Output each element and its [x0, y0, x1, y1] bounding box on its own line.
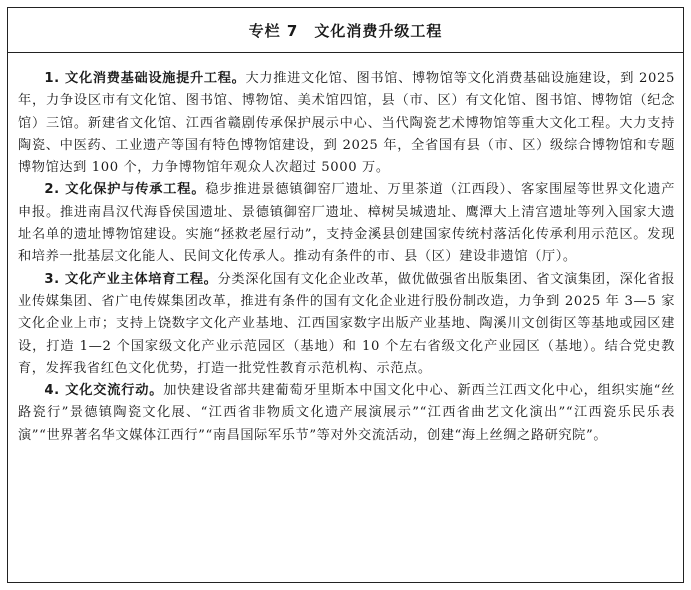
item-text: 分类深化国有文化企业改革，做优做强省出版集团、省文演集团，深化省报业传媒集团、省广电传媒集团改革，推进有条件的国有文化企业进行股份制改造，力争到 2025 年 3—5 家文化企业上市；支持上饶数字文化产业基地、江西国家数字出版产业基地、陶溪川文创街区等基地或园区建设，打造 1—2 个国家级文化产业示范园区（基地）和 10 个左右省级文化产业园区（基地）。结合党史教育，发挥我省红色文化优势，打造一批党性教育示范机构、示范点。	[18, 271, 676, 376]
item-paragraph	[18, 380, 675, 447]
item-paragraph	[18, 179, 675, 268]
item-heading: 2. 文化保护与传承工程。	[44, 182, 206, 198]
item-text: 稳步推进景德镇御窑厂遗址、万里茶道（江西段）、客家围屋等世界文化遗产申报。推进南昌汉代海昏侯国遗址、景德镇御窑厂遗址、樟树吴城遗址、鹰潭大上清宫遗址等列入国家大遗址名单的遗址博物馆建设。实施“拯救老屋行动”，支持金溪县创建国家传统村落活化传承利用示范区。发现和培养一批基层文化能人、民间文化传承人。推动有条件的市、县（区）建设非遗馆（厅）。	[18, 182, 676, 265]
item-paragraph	[18, 68, 675, 179]
column-body	[8, 53, 683, 447]
column-label: 专栏 7	[248, 21, 299, 40]
item-heading: 3. 文化产业主体培育工程。	[44, 271, 218, 287]
item-text: 加快建设省部共建葡萄牙里斯本中国文化中心、新西兰江西文化中心，组织实施“丝路瓷行”景德镇陶瓷文化展、“江西省非物质文化遗产展演展示”“江西省曲艺文化演出”“江西瓷乐民乐表演”“世界著名华文媒体江西行”“南昌国际军乐节”等对外交流活动，创建“海上丝绸之路研究院”。	[18, 383, 675, 443]
item-text: 大力推进文化馆、图书馆、博物馆等文化消费基础设施建设，到 2025 年，力争设区市有文化馆、图书馆、博物馆、美术馆四馆，县（市、区）有文化馆、图书馆、博物馆（纪念馆）三馆。新建省文化馆、江西省赣剧传承保护展示中心、当代陶瓷艺术博物馆等重大文化工程。大力支持陶瓷、中医药、工业遗产等国有特色博物馆建设，到 2025 年，全省国有县（市、区）级综合博物馆和专题博物馆达到 100 个，力争博物馆年观众人次超过 5000 万。	[18, 71, 675, 176]
column-header	[8, 8, 683, 53]
item-heading: 1. 文化消费基础设施提升工程。	[44, 71, 246, 86]
column-title: 文化消费升级工程	[314, 21, 443, 40]
item-heading: 4. 文化交流行动。	[44, 383, 164, 399]
item-paragraph	[18, 269, 675, 380]
column-box	[7, 7, 684, 583]
